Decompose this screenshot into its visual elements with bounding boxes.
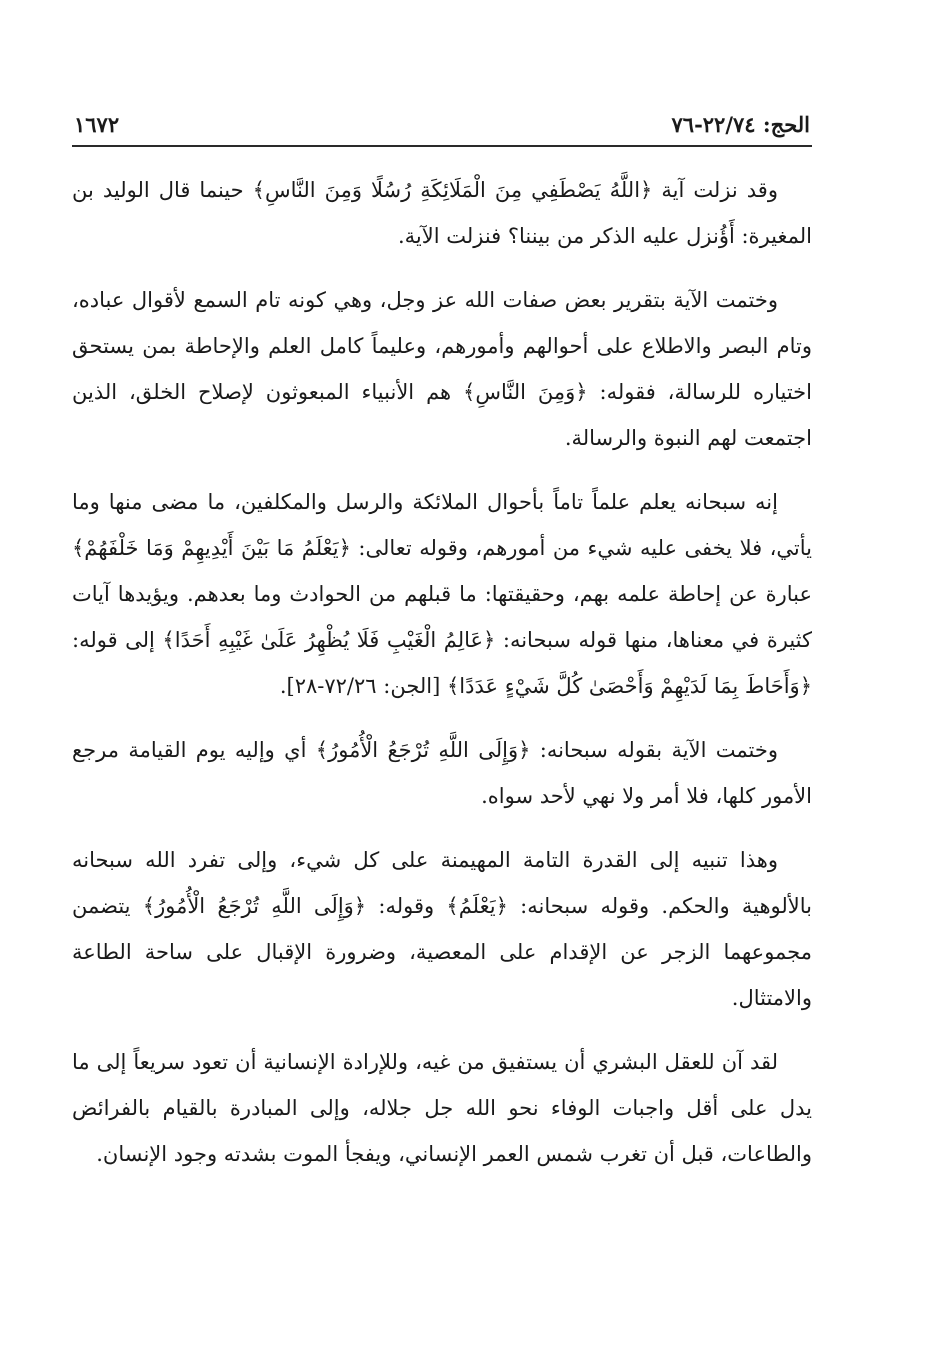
running-title: الحج: ٢٢/٧٤-٧٦ <box>671 112 810 137</box>
paragraph: وهذا تنبيه إلى القدرة التامة المهيمنة على كل شيء، وإلى تفرد الله سبحانه بالألوهية والحكم. وقوله سبحانه: ﴿يَعْلَمُ﴾ وقوله: ﴿وَإِلَى اللَّهِ تُرْجَعُ الْأُمُورُ﴾ يتضمن مجموعهما الزجر عن الإقدام على المعصية، وضرورة الإقبال على ساحة الطاعة والامتثال. <box>72 848 812 1010</box>
body-text <box>72 167 812 1177</box>
paragraph: لقد آن للعقل البشري أن يستفيق من غيه، وللإرادة الإنسانية أن تعود سريعاً إلى ما يدل على أقل واجبات الوفاء نحو الله جل جلاله، وإلى المبادرة بالقيام بالفرائض والطاعات، قبل أن تغرب شمس العمر الإنساني، ويفجأ الموت بشدته وجود الإنسان. <box>72 1050 812 1166</box>
page-header <box>72 112 812 145</box>
paragraph: وختمت الآية بقوله سبحانه: ﴿وَإِلَى اللَّهِ تُرْجَعُ الْأُمُورُ﴾ أي وإليه يوم القيامة مرجع الأمور كلها، فلا أمر ولا نهي لأحد سواه. <box>72 738 812 808</box>
paragraph: وقد نزلت آية ﴿اللَّهُ يَصْطَفِي مِنَ الْمَلَائِكَةِ رُسُلًا وَمِنَ النَّاسِ﴾ حينما قال الوليد بن المغيرة: أَؤُنزل عليه الذكر من بيننا؟ فنزلت الآية. <box>72 178 812 248</box>
header-rule <box>72 145 812 147</box>
paragraph: إنه سبحانه يعلم علماً تاماً بأحوال الملائكة والرسل والمكلفين، ما مضى منها وما يأتي، فلا يخفى عليه شيء من أمورهم، وقوله تعالى: ﴿يَعْلَمُ مَا بَيْنَ أَيْدِيهِمْ وَمَا خَلْفَهُمْ﴾ عبارة عن إحاطة علمه بهم، وحقيقتها: ما قبلهم من الحوادث وما بعدهم. ويؤيدها آيات كثيرة في معناها، منها قوله سبحانه: ﴿عَالِمُ الْغَيْبِ فَلَا يُظْهِرُ عَلَىٰ غَيْبِهِ أَحَدًا﴾ إلى قوله: ﴿وَأَحَاطَ بِمَا لَدَيْهِمْ وَأَحْصَىٰ كُلَّ شَيْءٍ عَدَدًا﴾ [الجن: ٧٢/٢٦-٢٨]. <box>72 490 812 698</box>
paragraph: وختمت الآية بتقرير بعض صفات الله عز وجل، وهي كونه تام السمع لأقوال عباده، وتام البصر والاطلاع على أحوالهم وأمورهم، وعليماً كامل العلم والإحاطة بمن يستحق اختياره للرسالة، فقوله: ﴿وَمِنَ النَّاسِ﴾ هم الأنبياء المبعوثون لإصلاح الخلق، الذين اجتمعت لهم النبوة والرسالة. <box>72 288 812 450</box>
page-number: ١٦٧٢ <box>74 112 120 137</box>
book-page <box>72 112 812 1195</box>
